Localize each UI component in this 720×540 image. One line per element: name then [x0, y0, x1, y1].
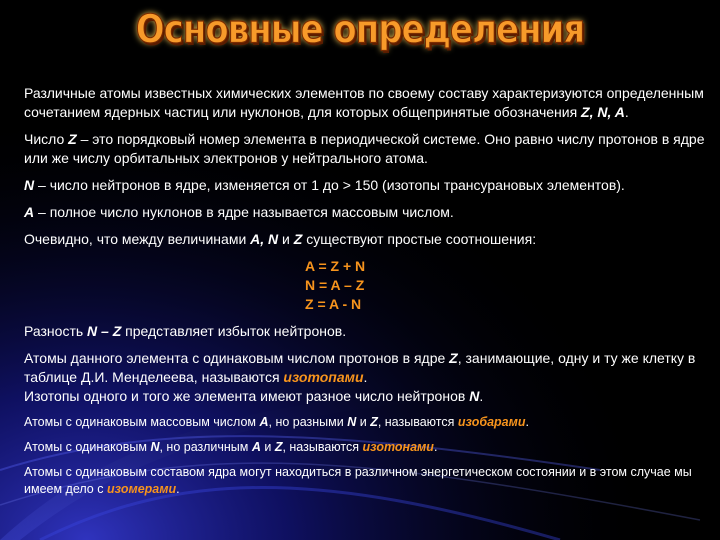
text: Изотопы одного и того же элемента имеют разное число нейтронов — [24, 388, 470, 404]
variable: Z — [274, 440, 283, 454]
text: Атомы с одинаковым — [24, 440, 151, 454]
content-body — [24, 84, 714, 498]
paragraph-z — [24, 130, 714, 168]
text: существуют простые соотношения: — [302, 231, 537, 247]
variable: N — [150, 440, 160, 454]
variable: N — [347, 415, 357, 429]
paragraph-n — [24, 176, 714, 195]
paragraph-isobars — [24, 414, 714, 431]
text: Атомы с одинаковым массовым числом — [24, 415, 260, 429]
formula-block — [24, 257, 714, 314]
paragraph-isotopes — [24, 349, 714, 406]
term-isotones: изотонами — [362, 440, 434, 454]
text: , но различным — [159, 440, 252, 454]
text: . — [363, 369, 368, 385]
paragraph-isotones — [24, 439, 714, 456]
variable: A — [259, 415, 269, 429]
text: . — [479, 388, 484, 404]
variable: Z — [68, 131, 77, 147]
text: . — [176, 482, 180, 496]
text: , называются — [282, 440, 363, 454]
paragraph-relations — [24, 230, 714, 249]
text: и — [356, 415, 371, 429]
term-isobars: изобарами — [457, 415, 526, 429]
text: , занимающие, одну и ту же клетку в таблице Д.И. Менделеева, называются — [24, 350, 696, 385]
text: и — [260, 440, 275, 454]
paragraph-excess — [24, 322, 714, 341]
text: – число нейтронов в ядре, изменяется от 1 до > 150 (изотопы трансурановых элементов). — [34, 177, 625, 193]
variable: N — [24, 177, 35, 193]
text: . — [525, 415, 529, 429]
term-isomers: изомерами — [106, 482, 177, 496]
page-title: Основные определения — [135, 7, 585, 53]
paragraph-definitions — [24, 84, 714, 122]
text: представляет избыток нейтронов. — [121, 323, 347, 339]
variable: A — [24, 204, 35, 220]
variables: Z, N, A — [581, 104, 625, 120]
text: Очевидно, что между величинами — [24, 231, 251, 247]
text: , называются — [377, 415, 458, 429]
text: . — [624, 104, 629, 120]
text: , но разными — [268, 415, 348, 429]
text: и — [278, 231, 294, 247]
text: Число — [24, 131, 69, 147]
variable: N – Z — [87, 323, 122, 339]
variable: Z — [293, 231, 303, 247]
formula: N = A – Z — [305, 277, 365, 293]
variables: A, N — [250, 231, 279, 247]
variable: Z — [370, 415, 378, 429]
variable: A — [251, 440, 261, 454]
formula: A = Z + N — [305, 258, 366, 274]
text: – это порядковый номер элемента в периодической системе. Оно равно числу протонов в ядре или же числу орбитальных электронов у нейтрального атома. — [24, 131, 705, 166]
variable: N — [469, 388, 480, 404]
text: Разность — [24, 323, 88, 339]
paragraph-isomers — [24, 464, 714, 498]
formula: Z = A - N — [305, 296, 362, 312]
variable: Z — [449, 350, 458, 366]
text: Атомы с одинаковым составом ядра могут находиться в различном энергетическом состоянии и в этом случае мы имеем дело с — [24, 465, 692, 496]
text: Различные атомы известных химических элементов по своему составу характеризуются определенным сочетанием ядерных частиц или нуклонов, для которых общепринятые обозначения — [24, 85, 704, 120]
term-isotopes: изотопами — [283, 369, 364, 385]
text: – полное число нуклонов в ядре называется массовым числом. — [34, 204, 454, 220]
text: Атомы данного элемента с одинаковым числом протонов в ядре — [24, 350, 450, 366]
paragraph-a — [24, 203, 714, 222]
text: . — [433, 440, 438, 454]
